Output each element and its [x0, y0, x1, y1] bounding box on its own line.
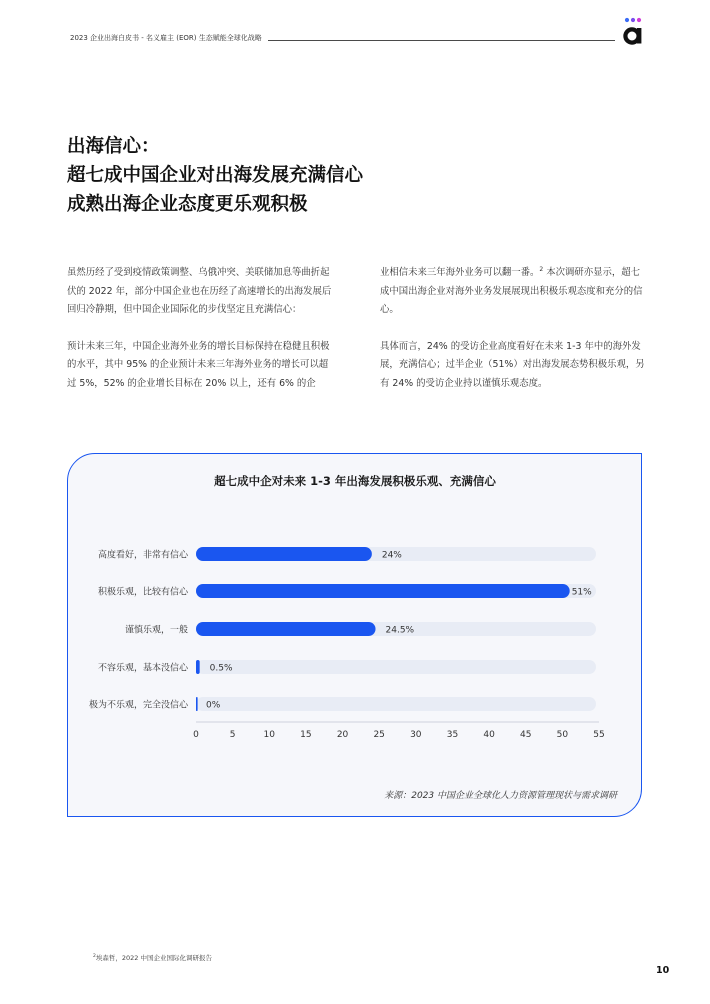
x-tick-label: 40: [483, 730, 495, 740]
footnote: [93, 953, 212, 962]
bar: [196, 584, 570, 598]
footnote-number: 2: [93, 953, 96, 959]
chart-title: 超七成中企对未来 1-3 年出海发展积极乐观、充满信心: [214, 474, 496, 488]
x-tick-label: 5: [229, 730, 236, 740]
footnote-text: 埃森哲，2022 中国企业国际化调研报告: [95, 954, 212, 962]
x-tick-label: 35: [446, 730, 459, 740]
category-label: 极为不乐观，完全没信心: [88, 700, 188, 711]
data-label: 0.5%: [209, 663, 233, 674]
category-label: 不容乐观，基本没信心: [97, 663, 188, 674]
headline-line-3: 成熟出海企业态度更乐观积极: [67, 194, 308, 215]
body-text: 业相信未来三年海外业务可以翻一番。: [380, 267, 540, 278]
bar-track: [196, 697, 596, 711]
headline-line-1: 出海信心：: [67, 136, 160, 157]
body-paragraph: 预计未来三年，中国企业海外业务的增长目标保持在稳健且积极的水平，其中 95% 的企业预计未来三年海外业务的增长可以超过 5%，52% 的企业增长目标在 20% 以上，还有 6% 的企: [67, 340, 330, 389]
category-label: 谨慎乐观，一般: [124, 625, 188, 636]
data-label: 24.5%: [385, 625, 415, 636]
page-number: 10: [656, 965, 670, 976]
x-tick-label: 10: [263, 730, 275, 740]
category-label: 高度看好，非常有信心: [97, 550, 188, 561]
bar: [196, 547, 372, 561]
headline-line-2: 超七成中国企业对出海发展充满信心: [67, 165, 364, 186]
bar-track: [196, 660, 596, 674]
chart-source: 来源：2023 中国企业全球化人力资源管理现状与需求调研: [384, 791, 617, 801]
x-tick-label: 55: [593, 730, 605, 740]
header-title: 2023 企业出海白皮书 - 名义雇主 (EOR) 生态赋能全球化战略: [70, 34, 262, 42]
x-tick-label: 0: [193, 730, 199, 740]
x-tick-label: 45: [520, 730, 532, 740]
bar: [196, 697, 198, 711]
x-tick-label: 20: [336, 730, 349, 740]
data-label: 51%: [571, 587, 592, 598]
body-text: 本次调研亦显示，超七成中国出海企业对海外业务发展展现出积极乐观态度和充分的信心。: [380, 267, 643, 316]
x-tick-label: 25: [373, 730, 385, 740]
bar: [196, 660, 200, 674]
footnote-reference: 2: [539, 265, 544, 273]
data-label: 0%: [206, 700, 221, 711]
data-label: 24%: [381, 550, 402, 561]
x-tick-label: 50: [556, 730, 569, 740]
bar: [196, 622, 376, 636]
body-paragraph: 虽然历经了受到疫情政策调整、乌俄冲突、美联储加息等曲折起伏的 2022 年，部分中国企业也在历经了高速增长的出海发展后回归冷静期，但中国企业国际化的步伐坚定且充满信心：: [67, 267, 332, 316]
category-label: 积极乐观，比较有信心: [97, 587, 188, 598]
x-tick-label: 15: [300, 730, 312, 740]
body-paragraph: 具体而言，24% 的受访企业高度看好在未来 1-3 年中的海外发展，充满信心；过半企业（51%）对出海发展态势积极乐观，另有 24% 的受访企业持以谨慎乐观态度。: [380, 340, 645, 389]
x-tick-label: 30: [410, 730, 422, 740]
